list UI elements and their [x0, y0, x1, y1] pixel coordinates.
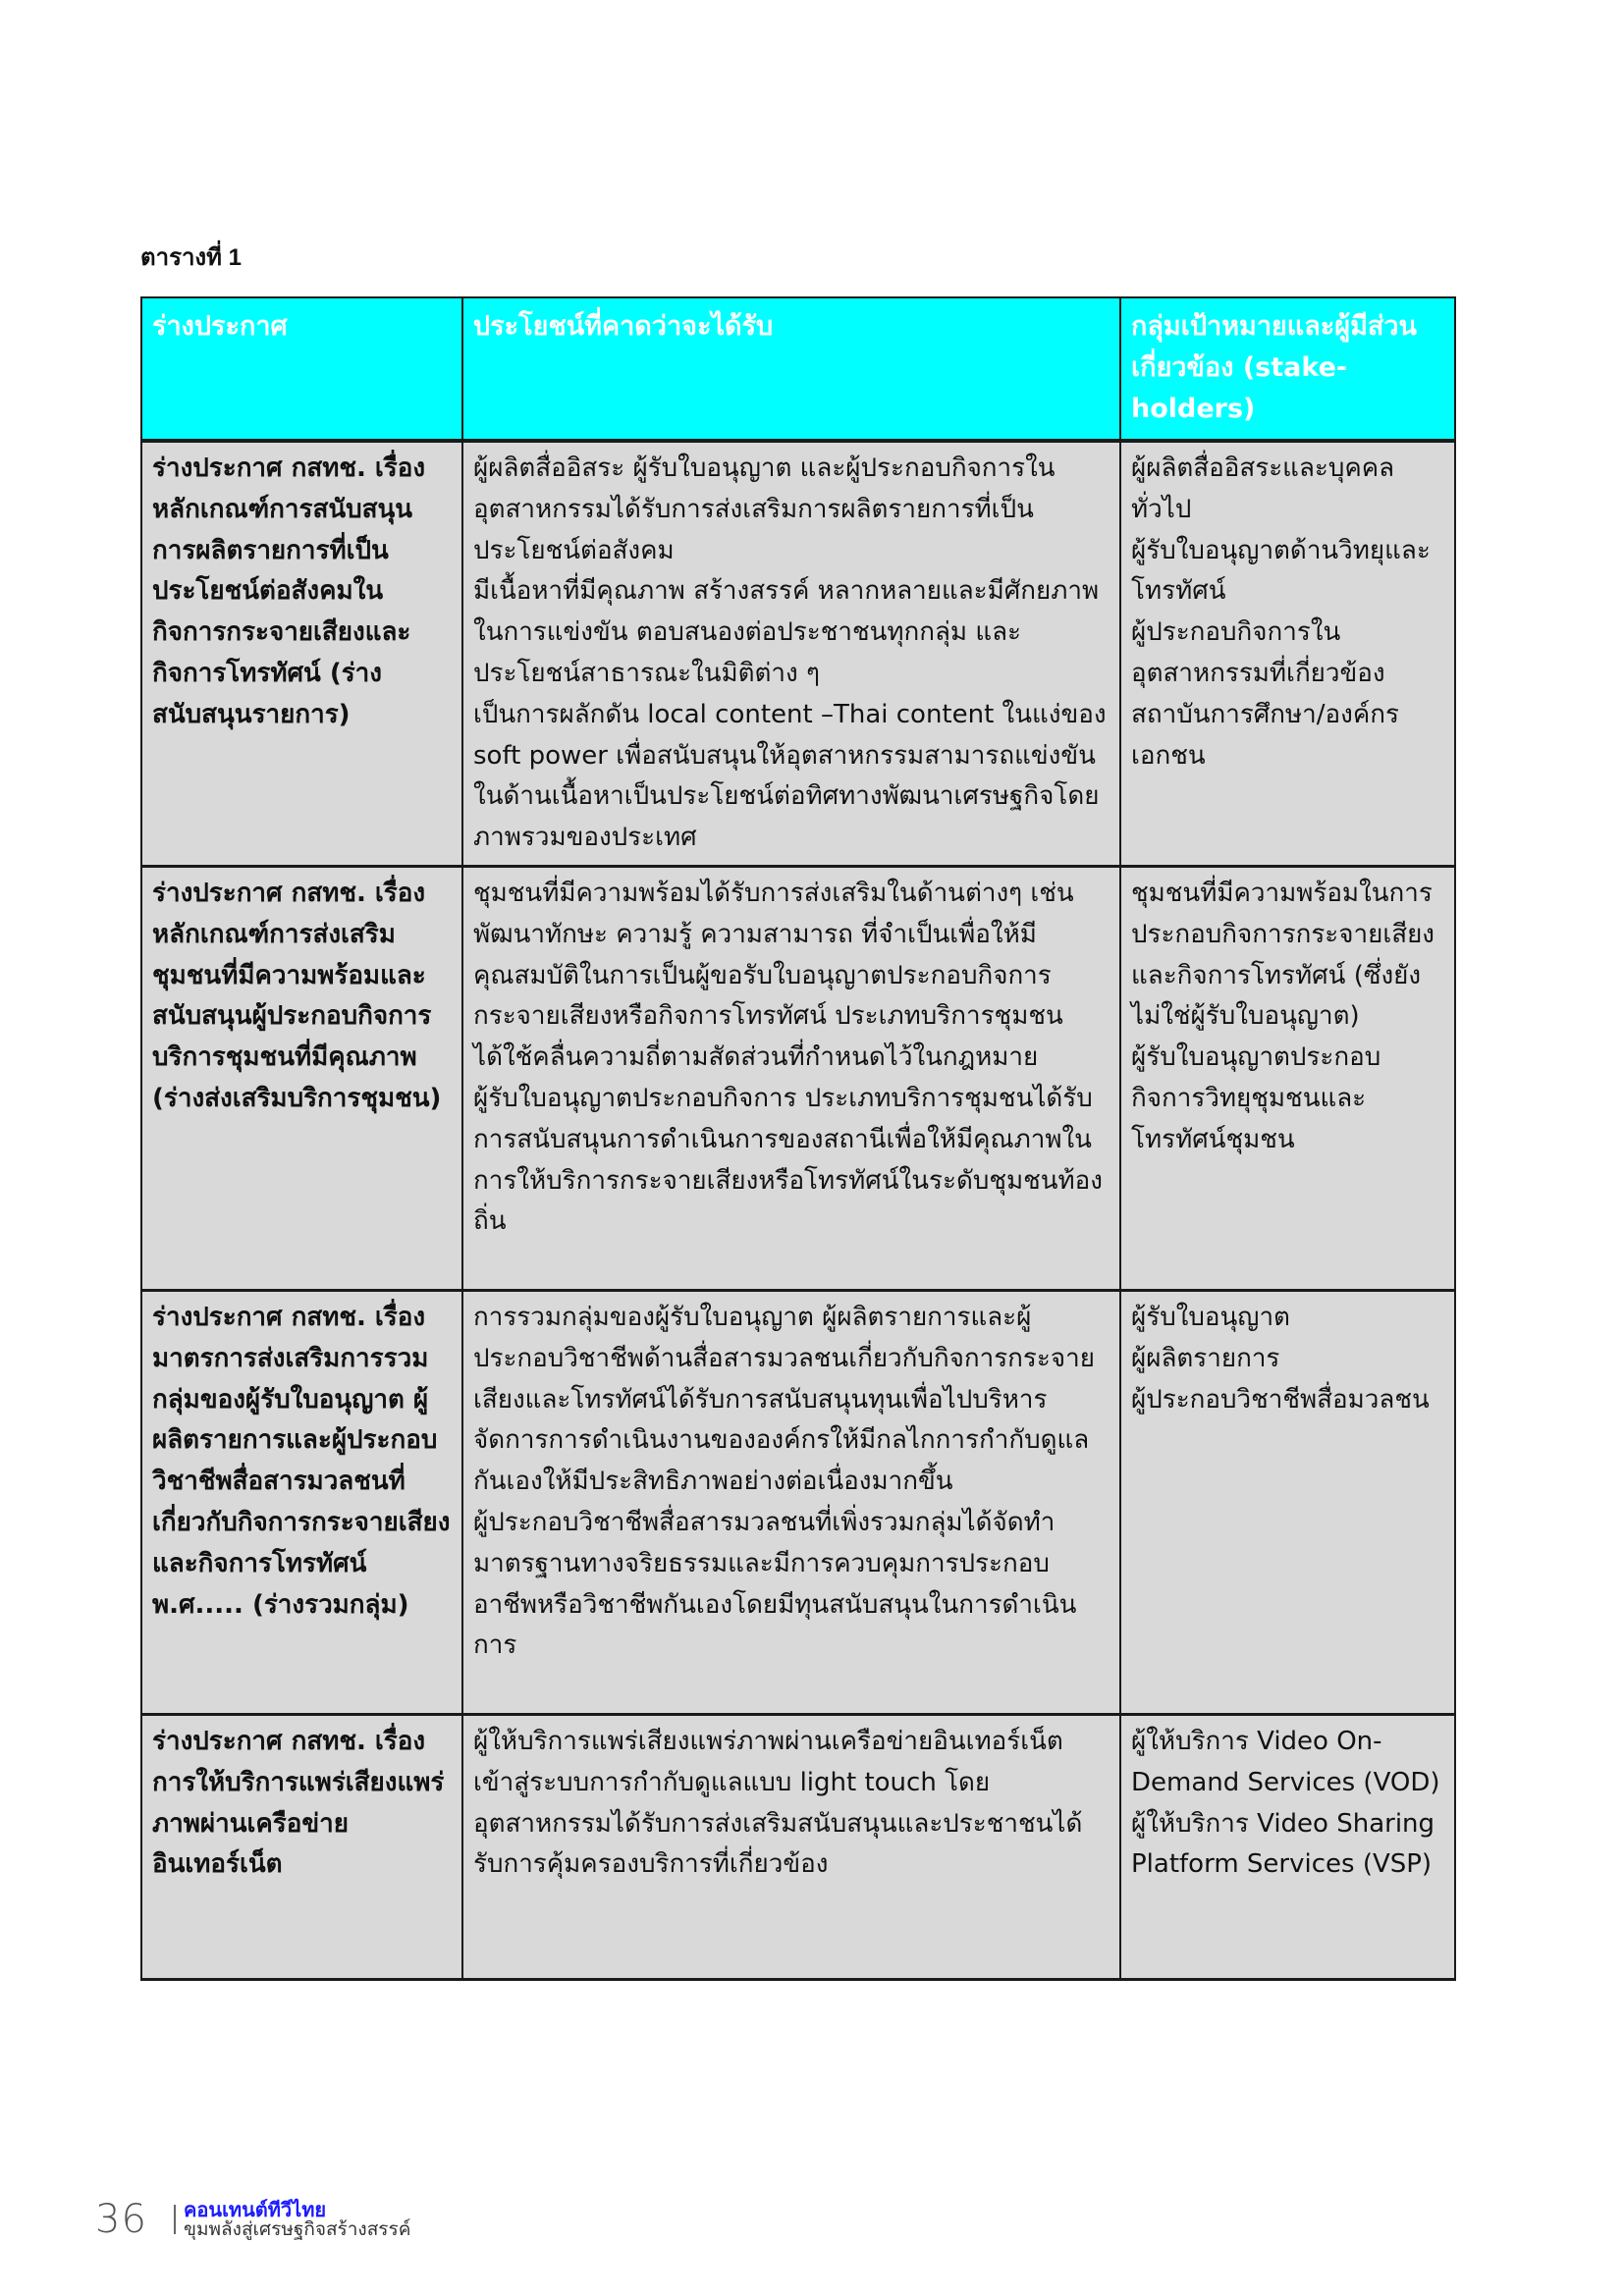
draft-cell: ร่างประกาศ กสทช. เรื่อง หลักเกณฑ์การสนับสนุนการผลิตรายการที่เป็นประโยชน์ต่อสังคมในกิจการกระจายเสียงและกิจการโทรทัศน์ (ร่างสนับสนุนรายการ)	[141, 441, 462, 866]
benefit-item: ผู้ให้บริการแพร่เสียงแพร่ภาพผ่านเครือข่ายอินเทอร์เน็ต เข้าสู่ระบบการกำกับดูแลแบบ light touch โดยอุตสาหกรรมได้รับการส่งเสริมสนับสนุนและประชาชนได้รับการคุ้มครองบริการที่เกี่ยวข้อง	[473, 1726, 1083, 1880]
benefit-item: ผู้รับใบอนุญาตประกอบกิจการ ประเภทบริการชุมชนได้รับการสนับสนุนการดำเนินการของสถานีเพื่อให้มีคุณภาพในการให้บริการกระจายเสียงหรือโทรทัศน์ในระดับชุมชนท้องถิ่น	[473, 1083, 1103, 1237]
publication-title-block	[184, 2200, 410, 2239]
stakeholders-cell	[1120, 866, 1455, 1290]
stakeholder-item: ผู้รับใบอนุญาตประกอบกิจการวิทยุชุมชนและโทรทัศน์ชุมชน	[1131, 1042, 1381, 1154]
stakeholder-item: ผู้ประกอบวิชาชีพสื่อมวลชน	[1131, 1384, 1430, 1415]
stakeholders-cell	[1120, 441, 1455, 866]
benefits-cell	[462, 866, 1120, 1290]
stakeholder-item: ผู้ผลิตสื่ออิสระและบุคคลทั่วไป	[1131, 454, 1395, 524]
stakeholder-item: ผู้ประกอบกิจการในอุตสาหกรรมที่เกี่ยวข้อง	[1131, 617, 1385, 688]
table-header-row	[141, 297, 1455, 441]
stakeholder-item: ผู้ผลิตรายการ	[1131, 1343, 1280, 1373]
data-table	[140, 296, 1456, 1981]
page-footer	[95, 2195, 410, 2244]
header-benefits: ประโยชน์ที่คาดว่าจะได้รับ	[462, 297, 1120, 441]
table-row	[141, 866, 1455, 1290]
footer-divider	[174, 2205, 176, 2234]
table-row	[141, 1290, 1455, 1714]
draft-cell: ร่างประกาศ กสทช. เรื่อง การให้บริการแพร่เสียงแพร่ภาพผ่านเครือข่ายอินเทอร์เน็ต	[141, 1714, 462, 1979]
stakeholders-cell	[1120, 1290, 1455, 1714]
publication-subtitle: ขุมพลังสู่เศรษฐกิจสร้างสรรค์	[184, 2218, 411, 2240]
stakeholder-item: ผู้รับใบอนุญาต	[1131, 1302, 1290, 1332]
publication-title: คอนเทนต์ทีวีไทย	[184, 2198, 327, 2221]
benefit-item: ผู้ผลิตสื่ออิสระ ผู้รับใบอนุญาต และผู้ประกอบกิจการในอุตสาหกรรมได้รับการส่งเสริมการผลิตรายการที่เป็นประโยชน์ต่อสังคม	[473, 454, 1056, 565]
stakeholders-cell	[1120, 1714, 1455, 1979]
stakeholder-item: ผู้รับใบอนุญาตด้านวิทยุและโทรทัศน์	[1131, 535, 1431, 607]
benefit-item: เป็นการผลักดัน local content –Thai content ในแง่ของ soft power เพื่อสนับสนุนให้อุตสาหกรรมสามารถแข่งขันในด้านเนื้อหาเป็นประโยชน์ต่อทิศทางพัฒนาเศรษฐกิจโดยภาพรวมของประเทศ	[473, 699, 1107, 853]
benefit-item: ชุมชนที่มีความพร้อมได้รับการส่งเสริมในด้านต่างๆ เช่น พัฒนาทักษะ ความรู้ ความสามารถ ที่จำเป็นเพื่อให้มีคุณสมบัติในการเป็นผู้ขอรับใบอนุญาตประกอบกิจการกระจายเสียงหรือกิจการโทรทัศน์ ประเภทบริการชุมชน	[473, 878, 1074, 1032]
benefits-cell	[462, 1290, 1120, 1714]
page-number: 36	[95, 2197, 147, 2242]
table-row	[141, 1714, 1455, 1979]
benefit-item: มีเนื้อหาที่มีคุณภาพ สร้างสรรค์ หลากหลายและมีศักยภาพในการแข่งขัน ตอบสนองต่อประชาชนทุกกลุ่ม และประโยชน์สาธารณะในมิติต่าง ๆ	[473, 576, 1100, 688]
benefits-cell	[462, 1714, 1120, 1979]
benefit-item: ได้ใช้คลื่นความถี่ตามสัดส่วนที่กำหนดไว้ในกฎหมาย	[473, 1042, 1039, 1073]
stakeholder-item: ชุมชนที่มีความพร้อมในการประกอบกิจการกระจายเสียงและกิจการโทรทัศน์ (ซึ่งยังไม่ใช่ผู้รับใบอนุญาต)	[1131, 878, 1435, 1032]
draft-cell: ร่างประกาศ กสทช. เรื่อง หลักเกณฑ์การส่งเสริมชุมชนที่มีความพร้อมและสนับสนุนผู้ประกอบกิจการบริการชุมชนที่มีคุณภาพ (ร่างส่งเสริมบริการชุมชน)	[141, 866, 462, 1290]
stakeholder-item: สถาบันการศึกษา/องค์กรเอกชน	[1131, 699, 1399, 771]
benefits-cell	[462, 441, 1120, 866]
table-caption: ตารางที่ 1	[140, 244, 242, 271]
benefit-item: การรวมกลุ่มของผู้รับใบอนุญาต ผู้ผลิตรายการและผู้ประกอบวิชาชีพด้านสื่อสารมวลชนเกี่ยวกับกิจการกระจายเสียงและโทรทัศน์ได้รับการสนับสนุนทุนเพื่อไปบริหารจัดการการดำเนินงานขององค์กรให้มีกลไกการกำกับดูแลกันเองให้มีประสิทธิภาพอย่างต่อเนื่องมากขึ้น	[473, 1302, 1095, 1497]
header-draft: ร่างประกาศ	[141, 297, 462, 441]
draft-cell: ร่างประกาศ กสทช. เรื่อง มาตรการส่งเสริมการรวมกลุ่มของผู้รับใบอนุญาต ผู้ผลิตรายการและผู้ประกอบวิชาชีพสื่อสารมวลชนที่เกี่ยวกับกิจการกระจายเสียงและกิจการโทรทัศน์ พ.ศ..... (ร่างรวมกลุ่ม)	[141, 1290, 462, 1714]
benefit-item: ผู้ประกอบวิชาชีพสื่อสารมวลชนที่เพิ่งรวมกลุ่มได้จัดทำมาตรฐานทางจริยธรรมและมีการควบคุมการประกอบอาชีพหรือวิชาชีพกันเองโดยมีทุนสนับสนุนในการดำเนินการ	[473, 1507, 1077, 1661]
header-stakeholders: กลุ่มเป้าหมายและผู้มีส่วนเกี่ยวข้อง (stake-holders)	[1120, 297, 1455, 441]
table-row	[141, 441, 1455, 866]
stakeholder-item: ผู้ให้บริการ Video On-Demand Services (VOD)	[1131, 1726, 1440, 1797]
stakeholder-item: ผู้ให้บริการ Video Sharing Platform Services (VSP)	[1131, 1808, 1435, 1880]
